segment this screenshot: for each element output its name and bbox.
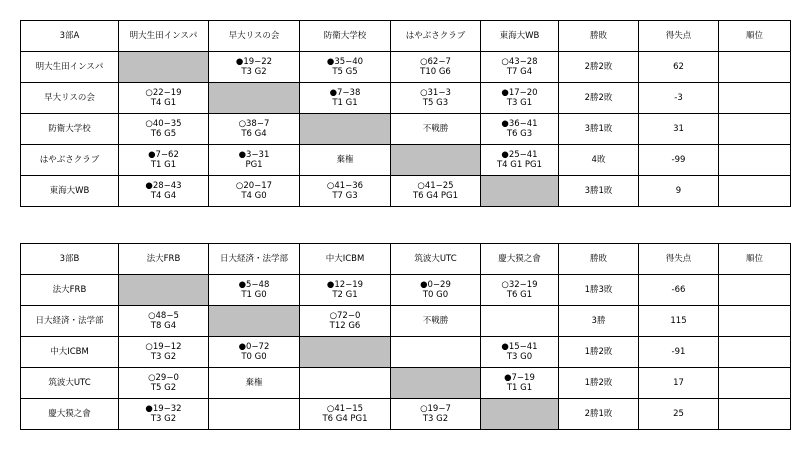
match-score: 棄権 xyxy=(336,155,354,165)
rank-cell xyxy=(719,83,791,114)
record-cell: 4敗 xyxy=(559,145,639,176)
self-match-cell xyxy=(209,83,300,114)
match-detail: T3 G2 xyxy=(241,67,267,77)
match-result-cell xyxy=(300,145,391,176)
match-result-cell xyxy=(300,275,391,306)
match-result-cell xyxy=(300,368,391,399)
self-match-cell xyxy=(391,145,481,176)
match-detail: T5 G5 xyxy=(332,67,358,77)
league-table-3b xyxy=(20,243,791,430)
points-cell: 31 xyxy=(639,114,719,145)
match-detail: T10 G6 xyxy=(420,67,451,77)
match-score: ○41−25 xyxy=(417,181,454,191)
match-detail: T1 G1 xyxy=(332,98,358,108)
match-score: ○40−35 xyxy=(145,119,182,129)
match-score: ●3−31 xyxy=(238,150,270,160)
header-cell: 早大リスの会 xyxy=(209,21,300,52)
match-result-cell xyxy=(481,83,559,114)
match-score: ●12−19 xyxy=(326,280,364,290)
header-row xyxy=(21,244,791,275)
self-match-cell xyxy=(391,368,481,399)
self-match-cell xyxy=(119,52,209,83)
match-result-cell xyxy=(209,337,300,368)
team-name: 明大生田インスパ xyxy=(21,52,119,83)
match-detail: T3 G1 xyxy=(506,98,533,108)
self-match-cell xyxy=(481,399,559,430)
match-result-cell xyxy=(209,114,300,145)
match-result-cell xyxy=(391,176,481,207)
header-cell: 日大経済・法学部 xyxy=(209,244,300,275)
match-result-cell xyxy=(300,52,391,83)
match-result-cell xyxy=(209,399,300,430)
match-score: ●7−38 xyxy=(329,88,361,98)
match-result-cell xyxy=(119,83,209,114)
points-cell: -91 xyxy=(639,337,719,368)
match-detail: PG1 xyxy=(245,160,263,170)
team-row xyxy=(21,114,791,145)
header-row xyxy=(21,21,791,52)
record-cell: 1勝3敗 xyxy=(559,275,639,306)
match-detail: T1 G0 xyxy=(241,290,267,300)
match-detail: T4 G0 xyxy=(241,191,267,201)
team-row xyxy=(21,176,791,207)
match-detail: T12 G6 xyxy=(329,321,361,331)
match-result-cell xyxy=(209,176,300,207)
team-row xyxy=(21,399,791,430)
team-row xyxy=(21,83,791,114)
match-score: ○72−0 xyxy=(329,311,361,321)
match-result-cell xyxy=(209,52,300,83)
match-result-cell xyxy=(119,176,209,207)
match-score: ○29−0 xyxy=(148,373,179,383)
match-result-cell xyxy=(391,114,481,145)
match-result-cell xyxy=(209,368,300,399)
match-result-cell xyxy=(300,399,391,430)
match-detail: T1 G1 xyxy=(150,160,177,170)
match-score: 不戦勝 xyxy=(422,124,449,134)
match-score: ●36−41 xyxy=(501,119,538,129)
match-detail: T3 G0 xyxy=(506,352,533,362)
match-detail: T8 G4 xyxy=(150,321,177,331)
header-cell: 勝敗 xyxy=(559,244,639,275)
record-cell: 1勝2敗 xyxy=(559,368,639,399)
match-result-cell xyxy=(391,275,481,306)
match-detail: T4 G1 xyxy=(150,98,177,108)
match-result-cell xyxy=(119,306,209,337)
match-score: ○22−19 xyxy=(145,88,182,98)
match-detail: T6 G4 PG1 xyxy=(322,414,368,424)
match-score: ●35−40 xyxy=(326,57,364,67)
rank-cell xyxy=(719,399,791,430)
rank-cell xyxy=(719,275,791,306)
match-result-cell xyxy=(481,114,559,145)
match-detail: T6 G1 xyxy=(506,290,533,300)
points-cell: 25 xyxy=(639,399,719,430)
match-result-cell xyxy=(391,337,481,368)
match-result-cell xyxy=(119,399,209,430)
match-score: ●5−48 xyxy=(238,280,270,290)
match-score: ●25−41 xyxy=(501,150,538,160)
match-detail: T6 G4 PG1 xyxy=(412,191,459,201)
match-detail: T5 G2 xyxy=(150,383,177,393)
match-result-cell xyxy=(391,399,481,430)
header-cell: はやぶさクラブ xyxy=(391,21,481,52)
match-detail: T7 G4 xyxy=(506,67,533,77)
match-score: ○41−15 xyxy=(326,404,364,414)
header-cell: 防衛大学校 xyxy=(300,21,391,52)
match-result-cell xyxy=(391,83,481,114)
match-score: ○48−5 xyxy=(148,311,179,321)
header-cell: 3部B xyxy=(21,244,119,275)
team-name: 中大ICBM xyxy=(21,337,119,368)
points-cell: 9 xyxy=(639,176,719,207)
self-match-cell xyxy=(481,176,559,207)
rank-cell xyxy=(719,114,791,145)
team-row xyxy=(21,52,791,83)
header-cell: 中大ICBM xyxy=(300,244,391,275)
match-score: ○32−19 xyxy=(501,280,538,290)
match-result-cell xyxy=(119,145,209,176)
header-cell: 慶大獏之會 xyxy=(481,244,559,275)
match-detail: T0 G0 xyxy=(241,352,267,362)
rank-cell xyxy=(719,337,791,368)
rank-cell xyxy=(719,368,791,399)
header-cell: 順位 xyxy=(719,21,791,52)
points-cell: -3 xyxy=(639,83,719,114)
match-score: ○20−17 xyxy=(235,181,273,191)
points-cell: 115 xyxy=(639,306,719,337)
match-score: 不戦勝 xyxy=(422,316,449,326)
record-cell: 3勝1敗 xyxy=(559,114,639,145)
match-detail: T3 G2 xyxy=(150,414,177,424)
match-result-cell xyxy=(481,52,559,83)
match-score: ●0−72 xyxy=(238,342,270,352)
match-detail: T7 G3 xyxy=(332,191,358,201)
header-cell: 勝敗 xyxy=(559,21,639,52)
match-score: ○19−7 xyxy=(420,404,451,414)
points-cell: 62 xyxy=(639,52,719,83)
match-result-cell xyxy=(119,114,209,145)
match-result-cell xyxy=(209,145,300,176)
match-detail: T2 G1 xyxy=(332,290,358,300)
rank-cell xyxy=(719,306,791,337)
match-result-cell xyxy=(481,275,559,306)
match-score: ○38−7 xyxy=(238,119,270,129)
match-score: ●17−20 xyxy=(501,88,538,98)
team-name: 日大経済・法学部 xyxy=(21,306,119,337)
match-detail: T5 G3 xyxy=(422,98,449,108)
self-match-cell xyxy=(300,114,391,145)
record-cell: 2勝2敗 xyxy=(559,83,639,114)
match-detail: T3 G2 xyxy=(422,414,449,424)
header-cell: 3部A xyxy=(21,21,119,52)
match-result-cell xyxy=(119,337,209,368)
match-detail: T6 G3 xyxy=(506,129,533,139)
header-cell: 筑波大UTC xyxy=(391,244,481,275)
match-score: 棄権 xyxy=(245,378,263,388)
team-name: はやぶさクラブ xyxy=(21,145,119,176)
points-cell: 17 xyxy=(639,368,719,399)
team-name: 東海大WB xyxy=(21,176,119,207)
header-cell: 法大FRB xyxy=(119,244,209,275)
points-cell: -99 xyxy=(639,145,719,176)
match-result-cell xyxy=(300,306,391,337)
match-result-cell xyxy=(209,275,300,306)
self-match-cell xyxy=(300,337,391,368)
match-detail: T4 G1 PG1 xyxy=(496,160,543,170)
team-name: 筑波大UTC xyxy=(21,368,119,399)
self-match-cell xyxy=(209,306,300,337)
team-name: 慶大獏之會 xyxy=(21,399,119,430)
rank-cell xyxy=(719,176,791,207)
record-cell: 2勝2敗 xyxy=(559,52,639,83)
match-score: ●15−41 xyxy=(501,342,538,352)
team-row xyxy=(21,145,791,176)
match-result-cell xyxy=(481,368,559,399)
rank-cell xyxy=(719,52,791,83)
match-score: ●7−62 xyxy=(148,150,179,160)
rank-cell xyxy=(719,145,791,176)
record-cell: 3勝 xyxy=(559,306,639,337)
team-row xyxy=(21,306,791,337)
self-match-cell xyxy=(119,275,209,306)
record-cell: 1勝2敗 xyxy=(559,337,639,368)
match-result-cell xyxy=(300,83,391,114)
team-name: 早大リスの会 xyxy=(21,83,119,114)
header-cell: 東海大WB xyxy=(481,21,559,52)
match-result-cell xyxy=(119,368,209,399)
header-cell: 得失点 xyxy=(639,21,719,52)
header-cell: 明大生田インスパ xyxy=(119,21,209,52)
team-row xyxy=(21,275,791,306)
team-name: 防衛大学校 xyxy=(21,114,119,145)
match-score: ●19−22 xyxy=(235,57,273,67)
team-row xyxy=(21,368,791,399)
header-cell: 順位 xyxy=(719,244,791,275)
match-score: ●7−19 xyxy=(504,373,535,383)
match-result-cell xyxy=(300,176,391,207)
record-cell: 2勝1敗 xyxy=(559,399,639,430)
league-table-3a xyxy=(20,20,791,207)
match-result-cell xyxy=(391,306,481,337)
match-result-cell xyxy=(481,337,559,368)
points-cell: -66 xyxy=(639,275,719,306)
match-result-cell xyxy=(481,145,559,176)
match-detail: T0 G0 xyxy=(422,290,449,300)
match-score: ○41−36 xyxy=(326,181,364,191)
header-cell: 得失点 xyxy=(639,244,719,275)
match-score: ○62−7 xyxy=(420,57,451,67)
match-detail: T6 G5 xyxy=(150,129,177,139)
match-score: ○31−3 xyxy=(420,88,451,98)
match-score: ○19−12 xyxy=(145,342,182,352)
match-detail: T6 G4 xyxy=(241,129,267,139)
match-result-cell xyxy=(391,52,481,83)
match-score: ●28−43 xyxy=(145,181,182,191)
match-detail: T1 G1 xyxy=(506,383,533,393)
record-cell: 3勝1敗 xyxy=(559,176,639,207)
match-result-cell xyxy=(481,306,559,337)
match-score: ●19−32 xyxy=(145,404,182,414)
match-detail: T4 G4 xyxy=(150,191,177,201)
match-score: ○43−28 xyxy=(501,57,538,67)
match-detail: T3 G2 xyxy=(150,352,177,362)
team-name: 法大FRB xyxy=(21,275,119,306)
team-row xyxy=(21,337,791,368)
match-score: ●0−29 xyxy=(420,280,451,290)
